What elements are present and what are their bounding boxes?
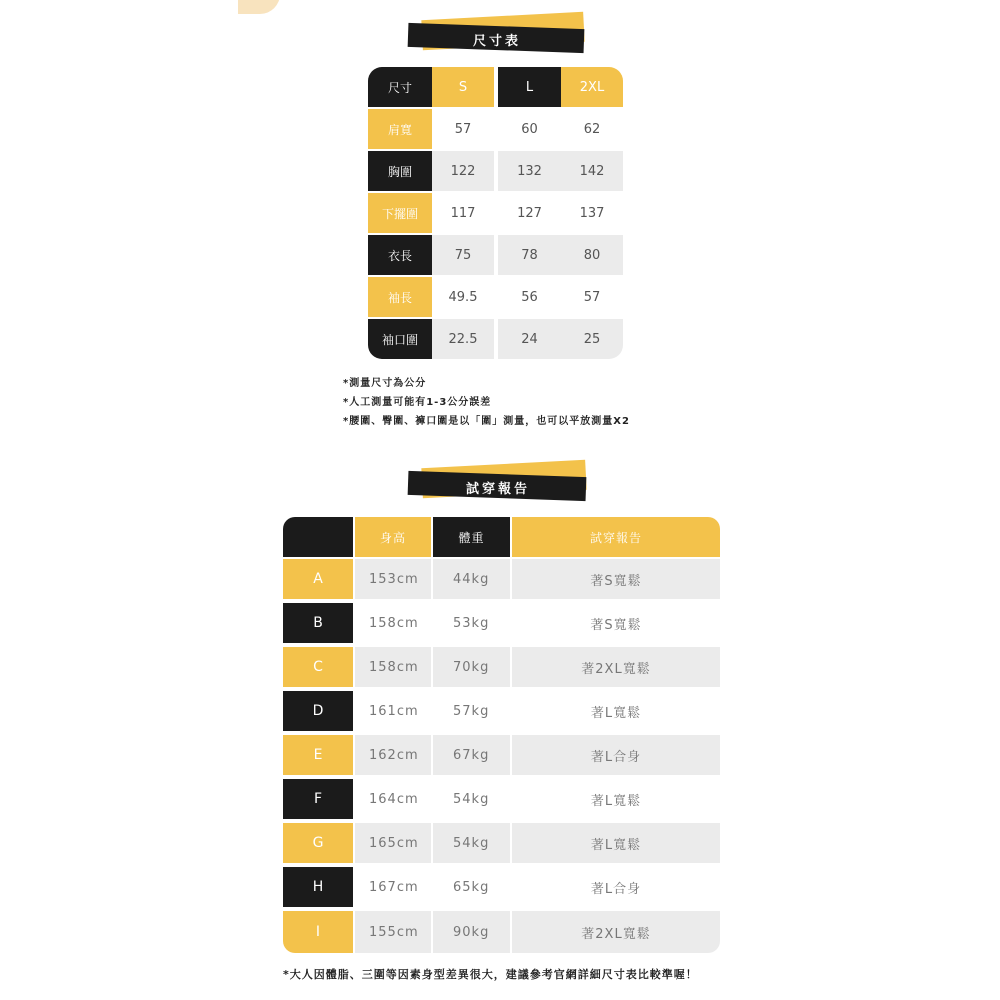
weight-cell: 54kg [433, 779, 510, 819]
note-line: *測量尺寸為公分 [343, 378, 427, 389]
header-cell: L [498, 67, 561, 107]
header-cell: 身高 [355, 517, 431, 557]
note-line: *人工測量可能有1-3公分誤差 [343, 397, 492, 408]
report-cell: 著2XL寬鬆 [512, 911, 720, 953]
row-label: 袖口圍 [368, 319, 432, 359]
table-cell: 62 [561, 109, 623, 149]
row-label: C [283, 647, 353, 687]
row-label: 下擺圍 [368, 193, 432, 233]
row-label: F [283, 779, 353, 819]
height-cell: 165cm [355, 823, 431, 863]
weight-cell: 54kg [433, 823, 510, 863]
table-row [368, 193, 623, 233]
table-row [283, 691, 720, 731]
table-cell: 24 [498, 319, 561, 359]
row-label: I [283, 911, 353, 953]
weight-cell: 57kg [433, 691, 510, 731]
table-cell: 127 [498, 193, 561, 233]
table-cell: 80 [561, 235, 623, 275]
row-label: A [283, 559, 353, 599]
table-cell: 122 [432, 151, 494, 191]
report-cell: 著S寬鬆 [512, 559, 720, 599]
table-cell: 60 [498, 109, 561, 149]
header-cell: S [432, 67, 494, 107]
weight-cell: 44kg [433, 559, 510, 599]
header-cell: 體重 [433, 517, 510, 557]
size-chart-header [368, 67, 623, 107]
report-cell: 著2XL寬鬆 [512, 647, 720, 687]
table-cell: 117 [432, 193, 494, 233]
table-row [368, 109, 623, 149]
weight-cell: 65kg [433, 867, 510, 907]
weight-cell: 53kg [433, 603, 510, 643]
row-label: 袖長 [368, 277, 432, 317]
height-cell: 158cm [355, 603, 431, 643]
height-cell: 153cm [355, 559, 431, 599]
weight-cell: 67kg [433, 735, 510, 775]
table-row [283, 911, 720, 953]
table-row [283, 735, 720, 775]
size-chart-title: 尺寸表 [472, 34, 521, 49]
table-row [283, 647, 720, 687]
report-cell: 著L寬鬆 [512, 779, 720, 819]
row-label: B [283, 603, 353, 643]
table-cell: 132 [498, 151, 561, 191]
height-cell: 155cm [355, 911, 431, 953]
table-row [283, 559, 720, 599]
size-chart-table [368, 67, 623, 359]
row-label: 肩寬 [368, 109, 432, 149]
header-cell: 2XL [561, 67, 623, 107]
fit-report-header [283, 517, 720, 557]
note-line: *腰圍、臀圍、褲口圍是以「圍」測量，也可以平放測量X2 [343, 416, 630, 427]
footer-note: *大人因體脂、三圍等因素身型差異很大，建議參考官網詳細尺寸表比較準喔！ [283, 968, 698, 981]
table-row [283, 603, 720, 643]
report-cell: 著S寬鬆 [512, 603, 720, 643]
row-label: 胸圍 [368, 151, 432, 191]
table-cell: 142 [561, 151, 623, 191]
weight-cell: 70kg [433, 647, 510, 687]
fit-report-table [283, 517, 720, 953]
row-label: H [283, 867, 353, 907]
table-row [368, 235, 623, 275]
table-row [368, 277, 623, 317]
table-row [283, 867, 720, 907]
table-cell: 22.5 [432, 319, 494, 359]
row-label: 衣長 [368, 235, 432, 275]
report-cell: 著L合身 [512, 867, 720, 907]
row-label: G [283, 823, 353, 863]
table-cell: 49.5 [432, 277, 494, 317]
table-cell: 78 [498, 235, 561, 275]
table-cell: 137 [561, 193, 623, 233]
report-cell: 著L寬鬆 [512, 691, 720, 731]
table-cell: 57 [561, 277, 623, 317]
measurement-notes [343, 374, 630, 431]
fit-report-title: 試穿報告 [465, 482, 530, 497]
table-cell: 75 [432, 235, 494, 275]
height-cell: 162cm [355, 735, 431, 775]
table-cell: 56 [498, 277, 561, 317]
header-cell: 試穿報告 [512, 517, 720, 557]
table-row [283, 823, 720, 863]
row-label: E [283, 735, 353, 775]
fit-report-banner [408, 462, 588, 512]
row-label: D [283, 691, 353, 731]
weight-cell: 90kg [433, 911, 510, 953]
height-cell: 164cm [355, 779, 431, 819]
report-cell: 著L寬鬆 [512, 823, 720, 863]
table-row [368, 151, 623, 191]
report-cell: 著L合身 [512, 735, 720, 775]
decorative-swoosh [238, 0, 280, 14]
table-cell: 57 [432, 109, 494, 149]
header-cell: 尺寸 [368, 67, 432, 107]
size-chart-banner [408, 14, 586, 64]
table-row [283, 779, 720, 819]
table-row [368, 319, 623, 359]
table-cell: 25 [561, 319, 623, 359]
height-cell: 161cm [355, 691, 431, 731]
height-cell: 158cm [355, 647, 431, 687]
height-cell: 167cm [355, 867, 431, 907]
header-cell [283, 517, 353, 557]
